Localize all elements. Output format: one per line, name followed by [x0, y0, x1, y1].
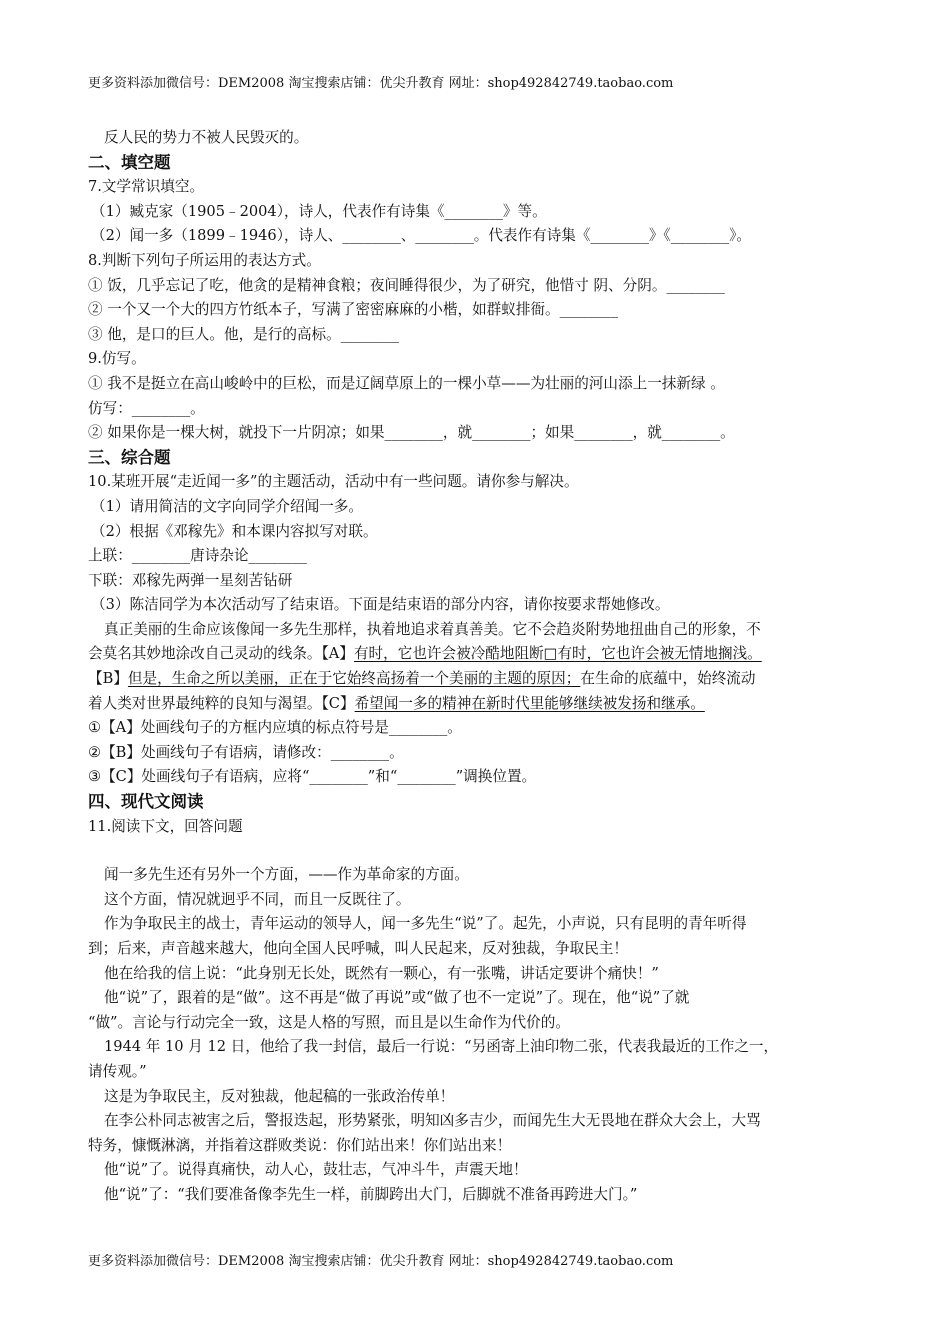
line-text: 9.仿写。	[88, 350, 146, 368]
text-line	[88, 962, 878, 987]
text-line	[88, 323, 878, 348]
line-text: 8.判断下列句子所运用的表达方式。	[88, 251, 321, 269]
text-line	[88, 618, 878, 643]
line-text: 10.某班开展“走近闻一多”的主题活动，活动中有一些问题。请你参与解决。	[88, 473, 579, 491]
text-line	[88, 986, 878, 1011]
text-line	[88, 421, 878, 446]
text-line	[88, 298, 878, 323]
text-line	[88, 593, 878, 618]
text-line	[88, 863, 878, 888]
text-line	[88, 347, 878, 372]
text-line	[88, 274, 878, 299]
text-line	[88, 888, 878, 913]
text-line	[88, 716, 878, 741]
text-line	[88, 470, 878, 495]
text-line	[88, 642, 878, 667]
line-text: ②【B】处画线句子有语病，请修改：________。	[88, 743, 404, 761]
line-text: 仿写：________。	[88, 399, 205, 417]
text-line	[88, 397, 878, 422]
text-line	[88, 1183, 878, 1208]
text-line	[88, 520, 878, 545]
line-text: ② 一个又一个大的四方竹纸本子，写满了密密麻麻的小楷，如群蚁排衙。________	[88, 301, 619, 319]
line-text: ② 如果你是一棵大树，就投下一片阴凉；如果________，就________；如果________，就________。	[88, 424, 735, 442]
line-text: （2）闻一多（1899﹣1946），诗人、________、________。代表作有诗集《________》《________》。	[91, 227, 752, 245]
line-text: ① 饭，几乎忘记了吃，他贪的是精神食粮；夜间睡得很少，为了研究，他惜寸 阴、分阴。________	[88, 276, 725, 294]
text-line	[88, 1085, 878, 1110]
text-line	[88, 200, 878, 225]
text-line	[88, 544, 878, 569]
line-text: （3）陈洁同学为本次活动写了结束语。下面是结束语的部分内容，请你按要求帮她修改。	[91, 596, 670, 614]
line-text: 1944 年 10 月 12 日，他给了我一封信，最后一行说：“另函寄上油印物二张，代表我最近的工作之一，	[104, 1038, 779, 1056]
page-header: 更多资料添加微信号：DEM2008 淘宝搜索店铺：优尖升教育 网址：shop492842749.taobao.com	[88, 76, 674, 91]
line-text: 这个方面，情况就迥乎不同，而且一反既往了。	[104, 890, 411, 908]
line-text: 三、综合题	[88, 447, 171, 467]
text-line	[88, 1134, 878, 1159]
line-text: 着人类对世界最纯粹的良知与渴望。【C】	[88, 694, 355, 712]
line-text: 反人民的势力不被人民毁灭的。	[104, 129, 309, 146]
line-text: 下联：邓稼先两弹一星刻苦钻研	[88, 571, 293, 589]
text-line	[88, 224, 878, 249]
text-line	[88, 1011, 878, 1036]
text-line	[88, 741, 878, 766]
text-line	[88, 126, 878, 151]
line-text: （1）臧克家（1905﹣2004），诗人，代表作有诗集《________》等。	[91, 202, 547, 220]
line-text: 特务，慷慨淋漓，并指着这群败类说：你们站出来！你们站出来！	[88, 1136, 512, 1154]
text-line	[88, 815, 878, 840]
line-text: 【B】	[88, 670, 128, 688]
line-text: 作为争取民主的战士，青年运动的领导人，闻一多先生“说”了。起先，小声说，只有昆明的青年听得	[104, 915, 747, 933]
text-line	[88, 912, 878, 937]
line-text: （1）请用简洁的文字向同学介绍闻一多。	[91, 497, 363, 515]
line-text: ③【C】处画线句子有语病，应将“________”和“________”调换位置。	[88, 768, 537, 786]
line-text: 这是为争取民主，反对独裁，他起稿的一张政治传单！	[104, 1087, 455, 1105]
text-line	[88, 1060, 878, 1085]
line-text: 在李公朴同志被害之后，警报迭起，形势紧张，明知凶多吉少，而闻先生大无畏地在群众大会上，大骂	[104, 1112, 761, 1130]
document-body	[88, 126, 878, 1208]
text-line	[88, 569, 878, 594]
line-text: 真正美丽的生命应该像闻一多先生那样，执着地追求着真善美。它不会趋炎附势地扭曲自己的形象，不	[104, 620, 761, 638]
line-text: 7.文学常识填空。	[88, 178, 205, 196]
text-line	[88, 765, 878, 790]
underlined-sentence: 希望闻一多的精神在新时代里能够继续被发扬和继承。	[354, 694, 705, 712]
text-line	[88, 1109, 878, 1134]
line-text-after: 在生命的底蕴中，始终流动	[580, 670, 756, 688]
text-line	[88, 372, 878, 397]
line-text: “做”。言论与行动完全一致，这是人格的写照，而且是以生命作为代价的。	[88, 1013, 570, 1031]
line-text: 四、现代文阅读	[88, 792, 204, 812]
line-text: 到；后来，声音越来越大，他向全国人民呼喊，叫人民起来，反对独裁，争取民主！	[88, 940, 628, 957]
section-heading	[88, 151, 878, 176]
text-line	[88, 175, 878, 200]
line-text: 他“说”了。说得真痛快，动人心，鼓壮志，气冲斗牛，声震天地！	[104, 1161, 528, 1179]
line-text: ①【A】处画线句子的方框内应填的标点符号是________。	[88, 719, 462, 737]
line-text: ① 我不是挺立在高山峻岭中的巨松，而是辽阔草原上的一棵小草——为壮丽的河山添上一抹新绿 。	[88, 374, 725, 392]
section-heading	[88, 790, 878, 815]
line-text: 他“说”了，跟着的是“做”。这不再是“做了再说”或“做了也不一定说”了。现在，他“说”了就	[104, 989, 690, 1007]
underlined-sentence: 但是，生命之所以美丽，正在于它始终高扬着一个美丽的主题的原因；	[127, 670, 581, 688]
text-line	[88, 937, 878, 962]
line-text: 二、填空题	[88, 152, 171, 172]
underlined-sentence: 有时，它也许会被冷酷地阻断□有时，它也许会被无情地搁浅。	[353, 645, 762, 663]
blank-line	[88, 839, 878, 863]
text-line	[88, 692, 878, 717]
line-text: 上联：________唐诗杂论________	[88, 547, 307, 565]
text-line	[88, 495, 878, 520]
line-text: 他“说”了：“我们要准备像李先生一样，前脚跨出大门，后脚就不准备再跨进大门。”	[104, 1185, 638, 1203]
page-footer: 更多资料添加微信号：DEM2008 淘宝搜索店铺：优尖升教育 网址：shop492842749.taobao.com	[88, 1254, 674, 1269]
line-text: 闻一多先生还有另外一个方面，——作为革命家的方面。	[104, 866, 469, 884]
text-line	[88, 249, 878, 274]
line-text: 他在给我的信上说：“此身别无长处，既然有一颗心，有一张嘴，讲话定要讲个痛快！”	[104, 964, 659, 982]
line-text: ③ 他，是口的巨人。他，是行的高标。________	[88, 325, 400, 343]
text-line	[88, 1158, 878, 1183]
line-text: 请传观。”	[88, 1062, 147, 1080]
text-line	[88, 1035, 878, 1060]
line-text: 11.阅读下文，回答问题	[88, 817, 243, 835]
line-text: （2）根据《邓稼先》和本课内容拟写对联。	[91, 522, 378, 540]
section-heading	[88, 446, 878, 471]
line-text: 会莫名其妙地涂改自己灵动的线条。【A】	[88, 645, 354, 663]
text-line	[88, 667, 878, 692]
